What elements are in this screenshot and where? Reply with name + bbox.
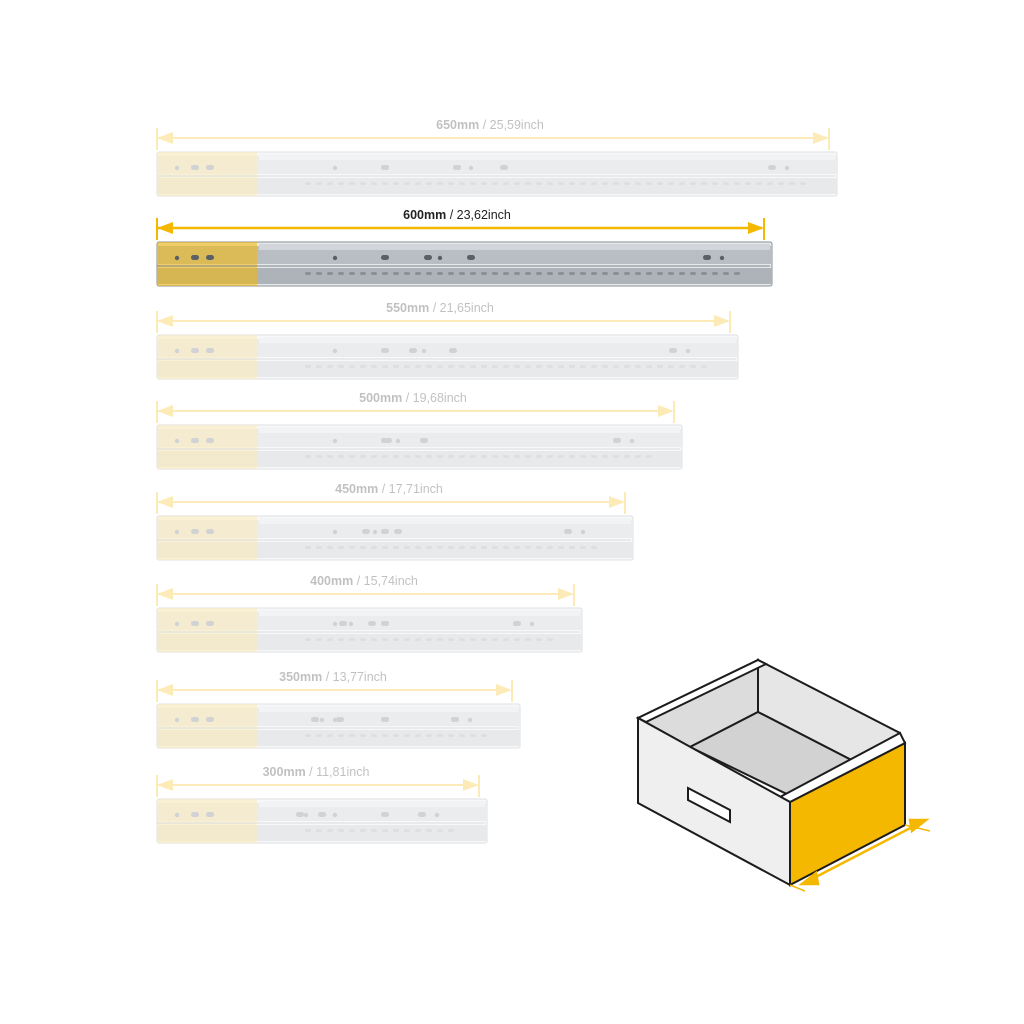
size-inch: 17,71inch <box>388 482 443 496</box>
size-option-650[interactable] <box>0 118 1024 208</box>
separator: / <box>446 208 457 222</box>
size-option-500[interactable] <box>0 391 1024 481</box>
separator: / <box>378 482 389 496</box>
size-inch: 13,77inch <box>332 670 387 684</box>
size-mm: 600mm <box>403 208 447 222</box>
size-mm: 300mm <box>262 765 306 779</box>
separator: / <box>402 391 413 405</box>
size-option-600[interactable] <box>0 208 1024 298</box>
size-inch: 11,81inch <box>316 765 370 779</box>
size-inch: 19,68inch <box>412 391 467 405</box>
size-mm: 550mm <box>386 301 430 315</box>
drawer-slide-rail-icon <box>155 150 847 202</box>
separator: / <box>353 574 364 588</box>
size-mm: 450mm <box>335 482 379 496</box>
size-option-550[interactable] <box>0 301 1024 391</box>
size-inch: 25,59inch <box>489 118 544 132</box>
size-mm: 500mm <box>359 391 403 405</box>
drawer-slide-rail-icon <box>155 240 782 292</box>
separator: / <box>479 118 490 132</box>
separator: / <box>429 301 440 315</box>
separator: / <box>322 670 333 684</box>
size-option-400[interactable] <box>0 574 1024 664</box>
size-mm: 650mm <box>436 118 480 132</box>
size-inch: 23,62inch <box>456 208 511 222</box>
drawer-slide-rail-icon <box>155 333 748 385</box>
size-mm: 400mm <box>310 574 354 588</box>
separator: / <box>305 765 317 779</box>
drawer-slide-rail-icon <box>155 423 692 475</box>
size-mm: 350mm <box>279 670 323 684</box>
drawer-depth-icon <box>630 655 940 905</box>
drawer-slide-rail-icon <box>155 702 530 754</box>
size-option-450[interactable] <box>0 482 1024 572</box>
size-inch: 21,65inch <box>439 301 494 315</box>
drawer-slide-rail-icon <box>155 797 497 849</box>
size-inch: 15,74inch <box>363 574 418 588</box>
drawer-slide-rail-icon <box>155 514 643 566</box>
drawer-slide-rail-icon <box>155 606 592 658</box>
